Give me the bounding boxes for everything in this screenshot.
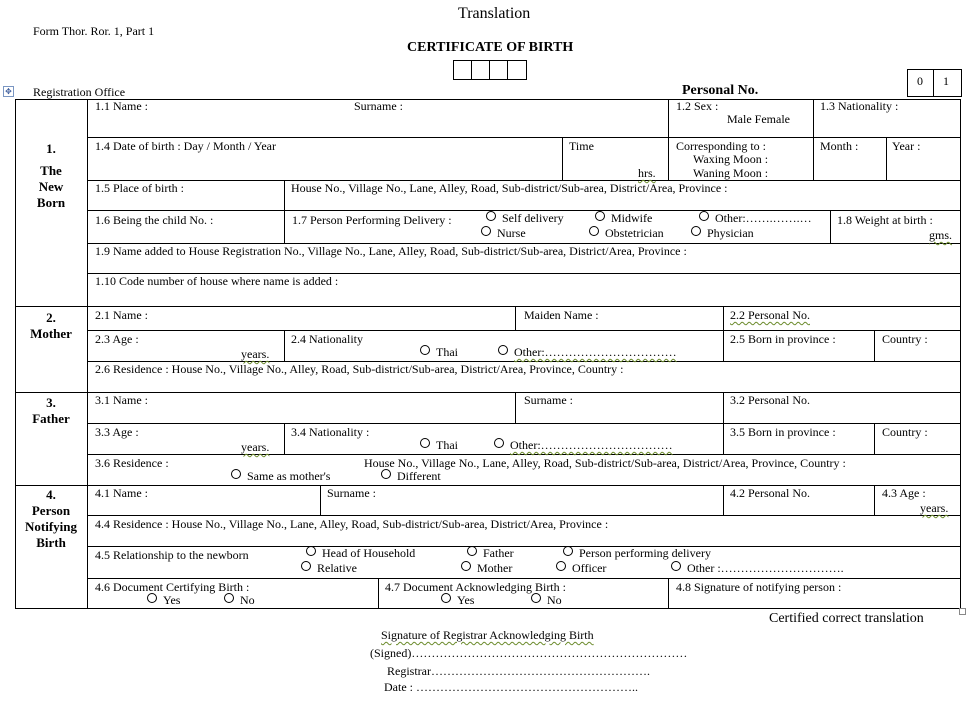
newborn-time-field[interactable]: Time — [569, 139, 594, 153]
delivery-obstetrician-radio[interactable]: Obstetrician — [589, 226, 664, 241]
radio-circle-icon — [420, 345, 430, 355]
radio-circle-icon — [699, 211, 709, 221]
newborn-weight-field[interactable]: 1.8 Weight at birth : — [837, 213, 933, 227]
father-surname-field[interactable]: Surname : — [524, 393, 573, 407]
radio-circle-icon — [486, 211, 496, 221]
newborn-sex-label: 1.2 Sex : — [676, 99, 719, 113]
notifier-residence-field[interactable]: 4.4 Residence : House No., Village No., Lane, Alley, Road, Sub-district/Sub-area, District/Area, Province : — [95, 517, 609, 531]
radio-circle-icon — [671, 561, 681, 571]
date-line[interactable]: Date : ……………………………………………….. — [384, 680, 638, 694]
personal-number-label: Personal No. — [682, 83, 759, 98]
relationship-performer-radio[interactable]: Person performing delivery — [563, 546, 711, 561]
radio-circle-icon — [556, 561, 566, 571]
newborn-sex-options[interactable]: Male Female — [727, 112, 790, 126]
radio-circle-icon — [420, 438, 430, 448]
radio-circle-icon — [381, 469, 391, 479]
radio-circle-icon — [461, 561, 471, 571]
relationship-father-radio[interactable]: Father — [467, 546, 514, 561]
radio-circle-icon — [441, 593, 451, 603]
mother-personal-no-field[interactable]: 2.2 Personal No. — [730, 308, 810, 322]
newborn-place-label: 1.5 Place of birth : — [95, 181, 184, 195]
newborn-name-field[interactable]: 1.1 Name : — [95, 99, 148, 113]
doc-ack-no-radio[interactable]: No — [531, 593, 562, 608]
mother-name-field[interactable]: 2.1 Name : — [95, 308, 148, 322]
radio-circle-icon — [498, 345, 508, 355]
corner-digit-0: 0 — [917, 74, 923, 88]
corner-digit-1: 1 — [943, 74, 949, 88]
father-residence-field[interactable]: House No., Village No., Lane, Alley, Road, Sub-district/Sub-area, District/Area, Province, Country : — [364, 456, 846, 470]
notifier-surname-field[interactable]: Surname : — [327, 486, 376, 500]
father-same-residence-radio[interactable]: Same as mother's — [231, 469, 330, 484]
registration-office-label: Registration Office — [33, 85, 126, 99]
father-years-unit: years. — [241, 440, 270, 454]
father-thai-radio[interactable]: Thai — [420, 438, 458, 453]
newborn-place-field[interactable]: House No., Village No., Lane, Alley, Road, Sub-district/Sub-area, District/Area, Province : — [291, 181, 728, 195]
document-acknowledging-label: 4.7 Document Acknowledging Birth : — [385, 580, 566, 594]
delivery-other-radio[interactable]: Other:…….…….… — [699, 211, 812, 226]
registrar-line[interactable]: Registrar………………………………………………. — [387, 664, 650, 678]
relationship-other-radio[interactable]: Other :…………………………. — [671, 561, 844, 576]
father-different-residence-radio[interactable]: Different — [381, 469, 441, 484]
radio-circle-icon — [301, 561, 311, 571]
radio-circle-icon — [494, 438, 504, 448]
newborn-child-no-field[interactable]: 1.6 Being the child No. : — [95, 213, 214, 227]
mother-other-radio[interactable]: Other:…………………………… — [498, 345, 677, 360]
document-certifying-label: 4.6 Document Certifying Birth : — [95, 580, 250, 594]
radio-circle-icon — [306, 546, 316, 556]
newborn-hrs-unit: hrs. — [638, 166, 656, 180]
newborn-year-field[interactable]: Year : — [892, 139, 921, 153]
registrar-signature-title: Signature of Registrar Acknowledging Birth — [381, 628, 594, 642]
radio-circle-icon — [481, 226, 491, 236]
delivery-person-label: 1.7 Person Performing Delivery : — [292, 213, 452, 227]
section-mother-label: 2. Mother — [30, 310, 72, 341]
form-reference: Form Thor. Ror. 1, Part 1 — [33, 24, 155, 38]
relationship-head-radio[interactable]: Head of Household — [306, 546, 415, 561]
doc-ack-yes-radio[interactable]: Yes — [441, 593, 474, 608]
signed-line[interactable]: (Signed)…………………………………………………………… — [370, 646, 688, 660]
father-residence-label: 3.6 Residence : — [95, 456, 169, 470]
relationship-mother-radio[interactable]: Mother — [461, 561, 512, 576]
mother-nationality-label: 2.4 Nationality — [291, 332, 363, 346]
father-born-province-field[interactable]: 3.5 Born in province : — [730, 425, 836, 439]
notifier-years-unit: years. — [920, 501, 949, 515]
delivery-physician-radio[interactable]: Physician — [691, 226, 754, 241]
mother-thai-radio[interactable]: Thai — [420, 345, 458, 360]
notifier-personal-no-field[interactable]: 4.2 Personal No. — [730, 486, 810, 500]
radio-circle-icon — [147, 593, 157, 603]
radio-circle-icon — [467, 546, 477, 556]
newborn-dob-field[interactable]: 1.4 Date of birth : Day / Month / Year — [95, 139, 276, 153]
notifier-signature-field[interactable]: 4.8 Signature of notifying person : — [676, 580, 842, 594]
radio-circle-icon — [595, 211, 605, 221]
father-nationality-label: 3.4 Nationality : — [291, 425, 370, 439]
newborn-gms-unit: gms. — [929, 228, 953, 242]
radio-circle-icon — [224, 593, 234, 603]
relationship-officer-radio[interactable]: Officer — [556, 561, 606, 576]
newborn-corresponding-label: Corresponding to : — [676, 139, 766, 153]
mother-age-field[interactable]: 2.3 Age : — [95, 332, 139, 346]
radio-circle-icon — [563, 546, 573, 556]
section-father-label: 3. Father — [32, 395, 70, 426]
newborn-surname-field[interactable]: Surname : — [354, 99, 403, 113]
newborn-code-number-field[interactable]: 1.10 Code number of house where name is added : — [95, 274, 339, 288]
newborn-name-added-field[interactable]: 1.9 Name added to House Registration No., Village No., Lane, Alley, Road, Sub-district/Sub-area, District/Area, Province : — [95, 244, 687, 258]
radio-circle-icon — [231, 469, 241, 479]
radio-circle-icon — [531, 593, 541, 603]
delivery-nurse-radio[interactable]: Nurse — [481, 226, 526, 241]
doc-cert-no-radio[interactable]: No — [224, 593, 255, 608]
delivery-self-radio[interactable]: Self delivery — [486, 211, 564, 226]
father-other-radio[interactable]: Other:…………………………… — [494, 438, 673, 453]
mother-born-province-field[interactable]: 2.5 Born in province : — [730, 332, 836, 346]
delivery-midwife-radio[interactable]: Midwife — [595, 211, 652, 226]
document-title: CERTIFICATE OF BIRTH — [407, 40, 574, 55]
certified-translation-note: Certified correct translation — [769, 611, 924, 626]
section-newborn-label: 1. The New Born — [36, 141, 66, 210]
notifier-name-field[interactable]: 4.1 Name : — [95, 486, 148, 500]
father-age-field[interactable]: 3.3 Age : — [95, 425, 139, 439]
radio-circle-icon — [691, 226, 701, 236]
newborn-waxing-moon[interactable]: Waxing Moon : — [693, 152, 769, 166]
relationship-relative-radio[interactable]: Relative — [301, 561, 357, 576]
father-name-field[interactable]: 3.1 Name : — [95, 393, 148, 407]
newborn-waning-moon[interactable]: Waning Moon : — [693, 166, 769, 180]
mother-maiden-name-field[interactable]: Maiden Name : — [524, 308, 599, 322]
newborn-nationality-field[interactable]: 1.3 Nationality : — [820, 99, 899, 113]
newborn-month-field[interactable]: Month : — [820, 139, 859, 153]
translation-heading: Translation — [458, 5, 531, 22]
mother-years-unit: years. — [241, 347, 270, 361]
father-personal-no-field[interactable]: 3.2 Personal No. — [730, 393, 810, 407]
doc-cert-yes-radio[interactable]: Yes — [147, 593, 180, 608]
father-country-field[interactable]: Country : — [882, 425, 928, 439]
section-notifier-label: 4. Person Notifying Birth — [25, 487, 77, 550]
radio-circle-icon — [589, 226, 599, 236]
table-move-handle[interactable]: ✥ — [3, 86, 14, 97]
mother-residence-field[interactable]: 2.6 Residence : House No., Village No., Alley, Road, Sub-district/Sub-area, District/Area, Province, Country : — [95, 362, 624, 376]
notifier-age-field[interactable]: 4.3 Age : — [882, 486, 926, 500]
mother-country-field[interactable]: Country : — [882, 332, 928, 346]
table-resize-handle[interactable] — [959, 608, 966, 615]
notifier-relationship-label: 4.5 Relationship to the newborn — [95, 548, 249, 562]
